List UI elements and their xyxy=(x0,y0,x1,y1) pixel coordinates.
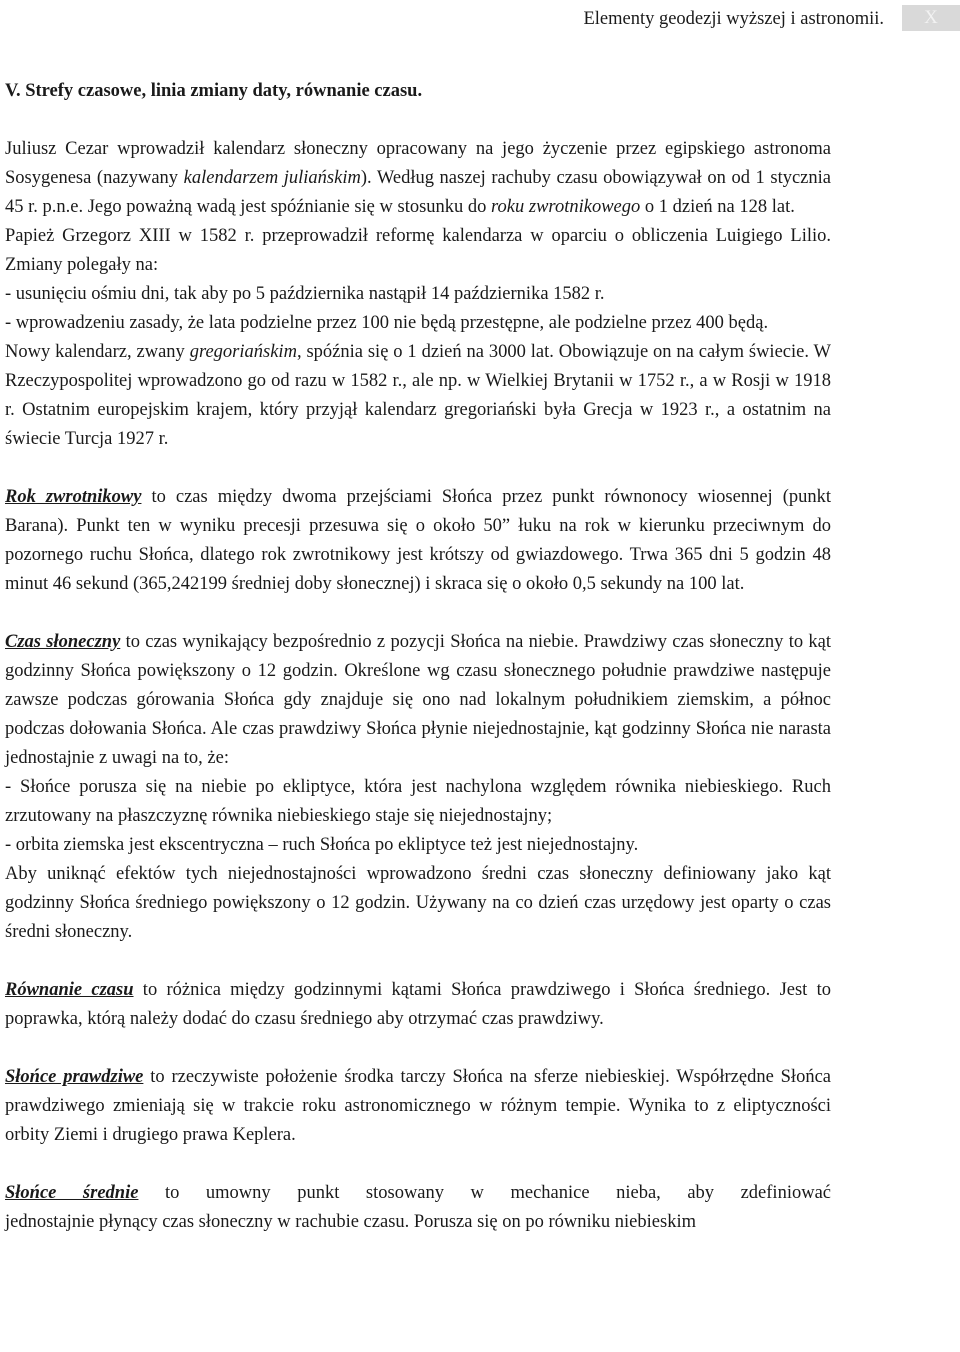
paragraph-calendar xyxy=(5,135,831,454)
text: Nowy kalendarz, zwany xyxy=(5,342,190,362)
text-line: Aby uniknąć efektów tych niejednostajności wprowadzono średni czas słoneczny definiowany jako kąt godzinny Słońca średniego powiększony o 12 godzin. Używany na co dzień czas urzędowy jest oparty o czas średni słoneczny. xyxy=(5,864,831,942)
text: to różnica między godzinnymi kątami Słońca prawdziwego i Słońca średniego. Jest to poprawka, którą należy dodać do czasu średniego aby otrzymać czas prawdziwy. xyxy=(5,980,831,1029)
section-title: V. Strefy czasowe, linia zmiany daty, równanie czasu. xyxy=(5,81,423,101)
paragraph-tropical-year xyxy=(5,483,831,599)
list-item: - usunięciu ośmiu dni, tak aby po 5 października nastąpił 14 października 1582 r. xyxy=(5,284,605,304)
text-line xyxy=(5,1179,831,1208)
text-line: Papież Grzegorz XIII w 1582 r. przeprowadził reformę kalendarza w oparciu o obliczenia Luigiego Lilio. Zmiany polegały na: xyxy=(5,226,831,275)
text: o 1 dzień na 128 lat. xyxy=(640,197,795,217)
header-title: Elementy geodezji wyższej i astronomii. xyxy=(583,9,884,29)
term-heading: Równanie czasu xyxy=(5,980,134,1000)
text: Juliusz Cezar wprowadził kalendarz słoneczny opracowany na jego życzenie przez egipskiego astronoma Sosygenesa (nazywany xyxy=(5,139,831,188)
text: to rzeczywiste położenie środka tarczy Słońca na sferze niebieskiej. Współrzędne Słońca prawdziwego zmieniają się w trakcie roku astronomicznego w różnym tempie. Wynika to z eliptyczności orbity Ziemi i drugiego prawa Keplera. xyxy=(5,1067,831,1145)
term-heading: Czas słoneczny xyxy=(5,632,121,652)
list-item: - wprowadzeniu zasady, że lata podzielne przez 100 nie będą przestępne, ale podzielne przez 400 będą. xyxy=(5,313,769,333)
italic-term: gregoriańskim xyxy=(189,342,297,362)
text: ). Według naszej rachuby czasu obowiązywał on od 1 stycznia 45 r. p.n.e. Jego poważną wadą jest spóźnianie się w stosunku do xyxy=(5,168,831,217)
term-heading: Rok zwrotnikowy xyxy=(5,487,142,507)
document-body xyxy=(5,77,831,1237)
italic-term: kalendarzem juliańskim xyxy=(183,168,361,188)
text: to czas między dwoma przejściami Słońca przez punkt równonocy wiosennej (punkt Barana). Punkt ten w wyniku precesji przesuwa się o około 50” łuku na rok w kierunku przeciwnym do pozornego ruchu Słońca, dlatego rok zwrotnikowy jest krótszy od gwiazdowego. Trwa 365 dni 5 godzin 48 minut 46 sekund (365,242199 średniej doby słonecznej) i skraca się o około 0,5 sekundy na 100 lat. xyxy=(5,487,831,594)
paragraph-equation-of-time xyxy=(5,976,831,1034)
paragraph-true-sun xyxy=(5,1063,831,1150)
list-item: - Słońce porusza się na niebie po ekliptyce, która jest nachylona względem równika niebieskiego. Ruch zrzutowany na płaszczyznę równika niebieskiego staje się niejednostajny; xyxy=(5,777,831,826)
paragraph-solar-time xyxy=(5,628,831,947)
text: to czas wynikający bezpośrednio z pozycji Słońca na niebie. Prawdziwy czas słoneczny to kąt godzinny Słońca powiększony o 12 godzin. Określone wg czasu słonecznego południe prawdziwe następuje zawsze podczas górowania Słońca gdy znajduje się ono nad lokalnym południkiem ziemskim, a północ podczas dołowania Słońca. Ale czas prawdziwy Słońca płynie niejednostajnie, kąt godzinny Słońca nie narasta jednostajnie z uwagi na to, że: xyxy=(5,632,831,768)
text-line: jednostajnie płynący czas słoneczny w rachubie czasu. Porusza się on po równiku niebieskim xyxy=(5,1212,696,1232)
chapter-tab: X xyxy=(902,5,960,31)
text: , spóźnia się o 1 dzień na 3000 lat. Obowiązuje on na całym świecie. W Rzeczypospolitej wprowadzono go od razu w 1582 r., ale np. w Wielkiej Brytanii w 1752 r., a w Rosji w 1918 r. Ostatnim europejskim krajem, który przyjął kalendarz gregoriański była Grecja w 1923 r., a ostatnim na świecie Turcja 1927 r. xyxy=(5,342,831,449)
paragraph-mean-sun xyxy=(5,1179,831,1237)
term-heading: Słońce średnie xyxy=(5,1183,139,1203)
text-line xyxy=(5,338,831,454)
page-header xyxy=(583,5,960,31)
list-item: - orbita ziemska jest ekscentryczna – ruch Słońca po ekliptyce też jest niejednostajny. xyxy=(5,835,639,855)
italic-term: roku zwrotnikowego xyxy=(491,197,641,217)
term-heading: Słońce prawdziwe xyxy=(5,1067,144,1087)
text: to umowny punkt stosowany w mechanice nieba, aby zdefiniować xyxy=(138,1183,831,1203)
